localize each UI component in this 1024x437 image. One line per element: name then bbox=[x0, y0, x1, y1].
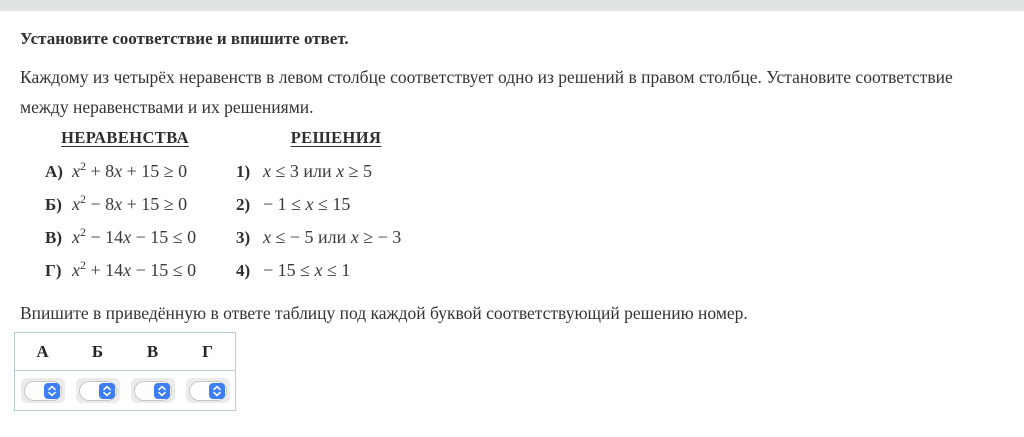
answer-column-letter: Б bbox=[91, 341, 104, 361]
inequality-row bbox=[45, 254, 205, 287]
matching-section bbox=[45, 128, 1004, 287]
solutions-header: РЕШЕНИЯ bbox=[290, 128, 382, 147]
answer-select-v[interactable] bbox=[131, 378, 175, 403]
inequality-expression: $x^2 + 8x + 15 \ge 0$ bbox=[72, 159, 188, 181]
solution-expression: − 15 ≤ x ≤ 1 bbox=[263, 260, 351, 280]
answer-table-header bbox=[15, 333, 235, 371]
inequality-label: Г) bbox=[45, 260, 62, 280]
task-description: Каждому из четырёх неравенств в левом столбце соответствует одно из решений в правом столбце. Установите соответствие между неравенствами и их решениями. bbox=[20, 67, 953, 117]
answer-select-g[interactable] bbox=[186, 378, 230, 403]
exercise-page bbox=[0, 29, 1024, 328]
solution-row bbox=[236, 155, 436, 188]
inequality-label: Б) bbox=[45, 194, 62, 214]
solution-row bbox=[236, 254, 436, 287]
inequality-expression: $x^2 + 14x - 15 \le 0$ bbox=[72, 258, 197, 280]
solution-label: 1) bbox=[236, 161, 251, 181]
inequalities-header: НЕРАВЕНСТВА bbox=[61, 128, 189, 147]
solution-row bbox=[236, 221, 436, 254]
inequality-row bbox=[45, 188, 205, 221]
solution-expression: x ≤ 3 или x ≥ 5 bbox=[263, 161, 373, 181]
answer-column-letter: А bbox=[36, 341, 49, 361]
answer-table bbox=[14, 332, 236, 411]
solution-label: 2) bbox=[236, 194, 251, 214]
solution-expression: − 1 ≤ x ≤ 15 bbox=[263, 194, 351, 214]
select-stepper-icon bbox=[99, 383, 115, 399]
answer-column-letter: В bbox=[146, 341, 159, 361]
answer-column-letter: Г bbox=[202, 341, 213, 361]
select-stepper-icon bbox=[44, 383, 60, 399]
solutions-column bbox=[236, 128, 436, 287]
inequality-row bbox=[45, 155, 205, 188]
top-bar bbox=[0, 0, 1024, 11]
answer-select-a[interactable] bbox=[21, 378, 65, 403]
inequality-label: А) bbox=[45, 161, 63, 181]
solution-expression: x ≤ − 5 или x ≥ − 3 bbox=[263, 227, 402, 247]
inequality-expression: $x^2 - 8x + 15 \ge 0$ bbox=[72, 192, 188, 214]
inequalities-column bbox=[45, 128, 205, 287]
solution-row bbox=[236, 188, 436, 221]
select-stepper-icon bbox=[154, 383, 170, 399]
inequality-row bbox=[45, 221, 205, 254]
select-stepper-icon bbox=[209, 383, 225, 399]
answer-table-inputs-row bbox=[15, 371, 235, 410]
solution-label: 3) bbox=[236, 227, 251, 247]
inequality-label: В) bbox=[45, 227, 62, 247]
page-title: Установите соответствие и впишите ответ. bbox=[20, 29, 349, 48]
solution-label: 4) bbox=[236, 260, 251, 280]
answer-instruction: Впишите в приведённую в ответе таблицу под каждой буквой соответствующий решению номер. bbox=[20, 303, 748, 323]
inequality-expression: $x^2 - 14x - 15 \le 0$ bbox=[72, 225, 197, 247]
answer-select-b[interactable] bbox=[76, 378, 120, 403]
